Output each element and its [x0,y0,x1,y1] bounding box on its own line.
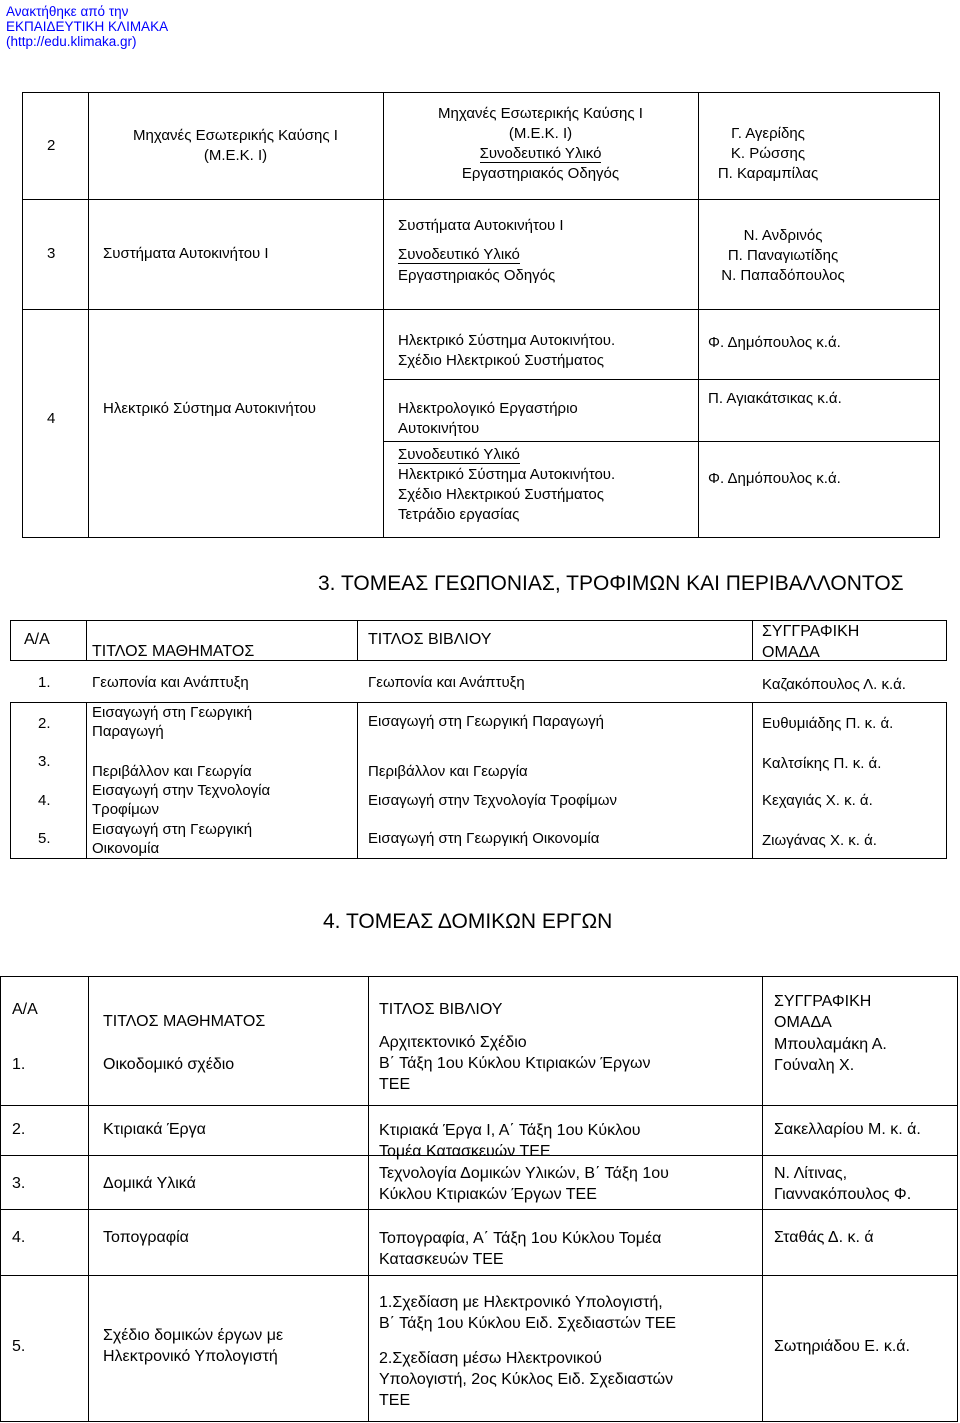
course-title: Εισαγωγή στη Γεωργική Παραγωγή [92,704,253,740]
row-number: 4. [12,1229,26,1246]
author: Ζιωγάνας Χ. κ. ά. [762,832,877,849]
book-title: Εισαγωγή στη Γεωργική Οικονομία [368,830,600,847]
header-book-title: ΤΙΤΛΟΣ ΒΙΒΛΙΟΥ [368,631,492,648]
header-line: (http://edu.klimaka.gr) [6,34,137,49]
book-title: 1.Σχεδίαση με Ηλεκτρονικό Υπολογιστή, Β΄ Τάξη 1ου Κύκλου Ειδ. Σχεδιαστών ΤΕΕ 2.Σχεδίαση μέσω Ηλεκτρονικού Υπολογιστή, 2ος Κύκλος Ειδ. Σχεδιαστών ΤΕΕ [379,1294,677,1409]
book-titles: Ηλεκτρολογικό Εργαστήριο Αυτοκινήτου [398,400,578,437]
row-number: 2 [47,137,56,154]
course-title: Γεωπονία και Ανάπτυξη [92,674,249,691]
header-aa: Α/Α [12,1001,38,1018]
book-titles: Συστήματα Αυτοκινήτου Ι Συνοδευτικό Υλικό Εργαστηριακός Οδηγός [398,217,564,284]
source-header [6,4,168,49]
author: Μπουλαμάκη Α. Γούναλη Χ. [774,1036,887,1074]
header-author-group: ΣΥΓΓΡΑΦΙΚΗ ΟΜΑΔΑ [762,623,860,661]
course-title: Συστήματα Αυτοκινήτου Ι [103,245,269,262]
row-number: 4. [38,792,51,809]
course-title: Περιβάλλον και Γεωργία [92,763,252,780]
author: Ευθυμιάδης Π. κ. ά. [762,715,894,732]
course-title: Δομικά Υλικά [103,1175,196,1192]
author: Σακελλαρίου Μ. κ. ά. [774,1121,921,1138]
book-title: Περιβάλλον και Γεωργία [368,763,528,780]
author: Καζακόπουλος Λ. κ.ά. [762,676,906,693]
authors: Φ. Δημόπουλος κ.ά. [708,334,841,351]
authors: Φ. Δημόπουλος κ.ά. [708,470,841,487]
course-title: Ηλεκτρικό Σύστημα Αυτοκινήτου [103,400,316,417]
course-title: Σχέδιο δομικών έργων με Ηλεκτρονικό Υπολογιστή [103,1327,284,1365]
authors: Ν. Ανδρινός Π. Παναγιωτίδης Ν. Παπαδόπουλος [721,227,845,284]
row-number: 3. [12,1175,26,1192]
companion-material-label: Συνοδευτικό Υλικό [398,446,520,463]
book-title: Γεωπονία και Ανάπτυξη [368,674,525,691]
authors: Γ. Αγερίδης Κ. Ρώσσης Π. Καραμπίλας [717,125,819,182]
course-title: Εισαγωγή στην Τεχνολογία Τροφίμων [92,782,271,818]
section-title: 3. ΤΟΜΕΑΣ ΓΕΩΠΟΝΙΑΣ, ΤΡΟΦΙΜΩΝ ΚΑΙ ΠΕΡΙΒΑΛΛΟΝΤΟΣ [318,572,904,595]
author: Κεχαγιάς Χ. κ. ά. [762,792,873,809]
row-number: 3 [47,245,56,262]
companion-material-label: Συνοδευτικό Υλικό [398,246,520,263]
author: Σωτηριάδου Ε. κ.ά. [774,1338,910,1355]
book-title: Αρχιτεκτονικό Σχέδιο Β΄ Τάξη 1ου Κύκλου Κτιριακών Έργων ΤΕΕ [379,1034,651,1093]
author: Σταθάς Δ. κ. ά [774,1229,874,1246]
author: Ν. Λίτινας, Γιαννακόπουλος Φ. [774,1165,912,1203]
row-number: 2. [38,715,51,732]
course-title: Τοπογραφία [103,1229,189,1246]
companion-material-label: Συνοδευτικό Υλικό [479,145,602,162]
book-titles: Συνοδευτικό Υλικό Ηλεκτρικό Σύστημα Αυτοκινήτου. Σχέδιο Ηλεκτρικού Συστήματος Τετράδιο εργασίας [398,446,616,523]
book-title: Εισαγωγή στη Γεωργική Παραγωγή [368,713,604,730]
header-course-title: ΤΙΤΛΟΣ ΜΑΘΗΜΑΤΟΣ [103,1013,266,1030]
book-title: Τεχνολογία Δομικών Υλικών, Β΄ Τάξη 1ου Κύκλου Κτιριακών Έργων ΤΕΕ [379,1165,669,1203]
row-number: 5. [38,830,51,847]
header-author-group: ΣΥΓΓΡΑΦΙΚΗ ΟΜΑΔΑ [774,993,872,1031]
section-title: 4. ΤΟΜΕΑΣ ΔΟΜΙΚΩΝ ΕΡΓΩΝ [323,910,613,933]
header-line: ΕΚΠΑΙΔΕΥΤΙΚΗ ΚΛΙΜΑΚΑ [6,19,169,34]
course-title: Εισαγωγή στη Γεωργική Οικονομία [92,821,253,857]
row-number: 1. [38,674,51,691]
row-number: 3. [38,753,51,770]
row-number: 1. [12,1056,26,1073]
book-title: Τοπογραφία, Α΄ Τάξη 1ου Κύκλου Τομέα Κατασκευών ΤΕΕ [379,1230,662,1268]
row-number: 4 [47,410,56,427]
author: Καλτσίκης Π. κ. ά. [762,755,882,772]
book-title: Εισαγωγή στην Τεχνολογία Τροφίμων [368,792,618,809]
course-title: Οικοδομικό σχέδιο [103,1056,235,1073]
row-number: 2. [12,1121,26,1138]
book-title: Κτιριακά Έργα Ι, Α΄ Τάξη 1ου Κύκλου Τομέα Κατασκευών ΤΕΕ [379,1122,641,1160]
book-titles: Μηχανές Εσωτερικής Καύσης Ι (Μ.Ε.Κ. Ι) Συνοδευτικό Υλικό Εργαστηριακός Οδηγός [438,105,643,182]
header-course-title: ΤΙΤΛΟΣ ΜΑΘΗΜΑΤΟΣ [92,643,255,660]
course-title: Κτιριακά Έργα [103,1121,206,1138]
header-book-title: ΤΙΤΛΟΣ ΒΙΒΛΙΟΥ [379,1001,503,1018]
header-aa: Α/Α [24,631,50,648]
authors: Π. Αγιακάτσικας κ.ά. [708,390,842,407]
book-titles: Ηλεκτρικό Σύστημα Αυτοκινήτου. Σχέδιο Ηλεκτρικού Συστήματος [398,332,616,369]
header-line: Ανακτήθηκε από την [6,4,129,19]
course-title: Μηχανές Εσωτερικής Καύσης Ι (Μ.Ε.Κ. Ι) [133,127,338,164]
row-number: 5. [12,1338,26,1355]
